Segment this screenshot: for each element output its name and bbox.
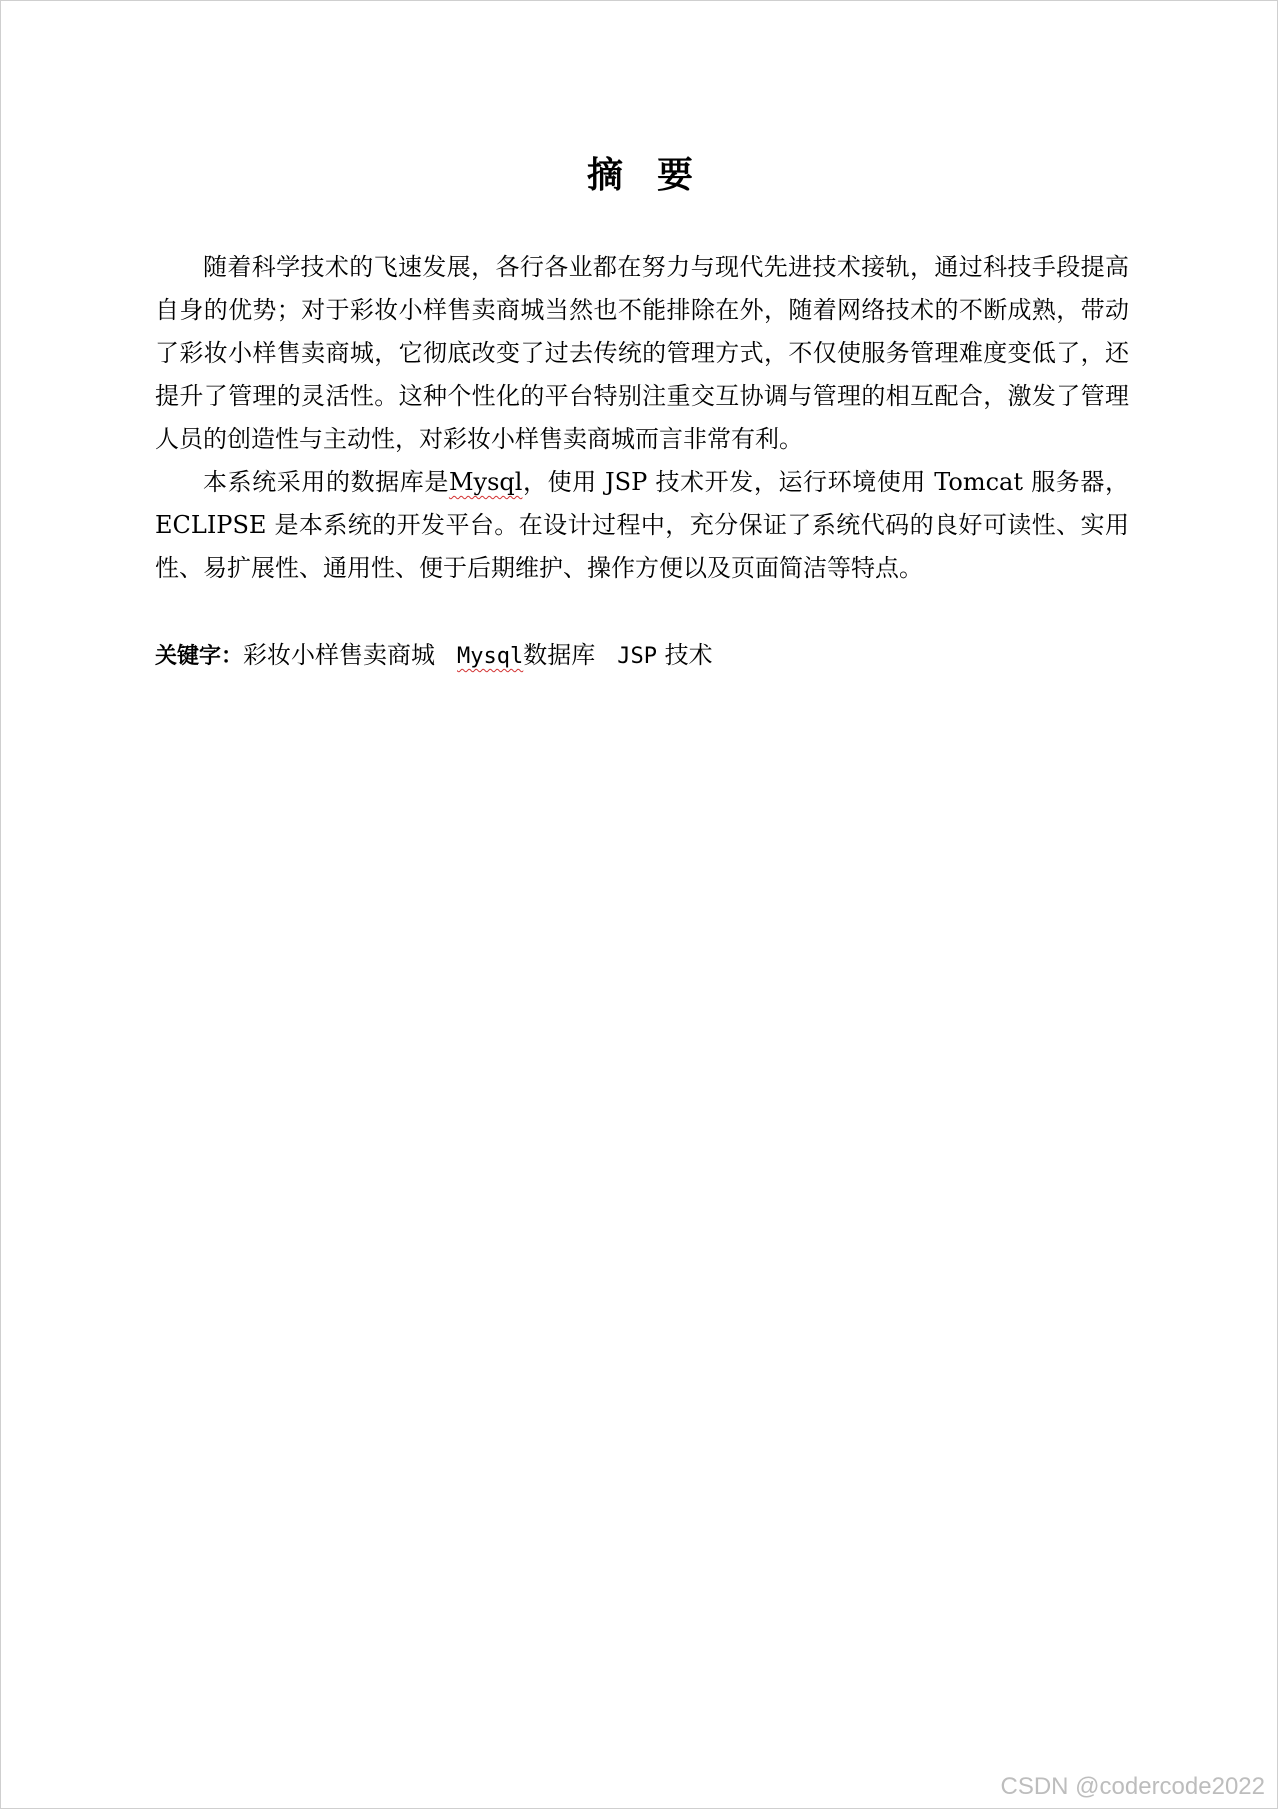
csdn-watermark: CSDN @codercode2022 bbox=[1000, 1773, 1265, 1800]
mysql-term: Mysql bbox=[448, 468, 523, 496]
abstract-paragraph-1: 随着科学技术的飞速发展，各行各业都在努力与现代先进技术接轨，通过科技手段提高自身的优势；对于彩妆小样售卖商城当然也不能排除在外，随着网络技术的不断成熟，带动了彩妆小样售卖商城，它彻底改变了过去传统的管理方式，不仅使服务管理难度变低了，还提升了管理的灵活性。这种个性化的平台特别注重交互协调与管理的相互配合，激发了管理人员的创造性与主动性，对彩妆小样售卖商城而言非常有利。 bbox=[155, 253, 1129, 453]
paragraph-2-rest: ，使用 JSP 技术开发，运行环境使用 Tomcat 服务器，ECLIPSE 是本系统的开发平台。在设计过程中，充分保证了系统代码的良好可读性、实用性、易扩展性、通用性、便于后期维护、操作方便以及页面简洁等特点。 bbox=[155, 468, 1129, 582]
keyword-3-suffix: 技术 bbox=[664, 641, 713, 669]
keywords-label: 关键字： bbox=[155, 644, 244, 669]
paragraph-2-intro: 本系统采用的数据库是 bbox=[203, 468, 449, 496]
keyword-2-mysql: Mysql bbox=[457, 644, 524, 669]
page-title: 摘要 bbox=[586, 155, 727, 196]
keyword-1: 彩妆小样售卖商城 bbox=[243, 641, 436, 669]
keyword-3-jsp: JSP bbox=[617, 644, 657, 669]
abstract-body bbox=[155, 246, 1129, 590]
keyword-2-suffix: 数据库 bbox=[523, 641, 596, 669]
keywords-line bbox=[155, 635, 1129, 677]
abstract-paragraph-2 bbox=[155, 461, 1129, 590]
